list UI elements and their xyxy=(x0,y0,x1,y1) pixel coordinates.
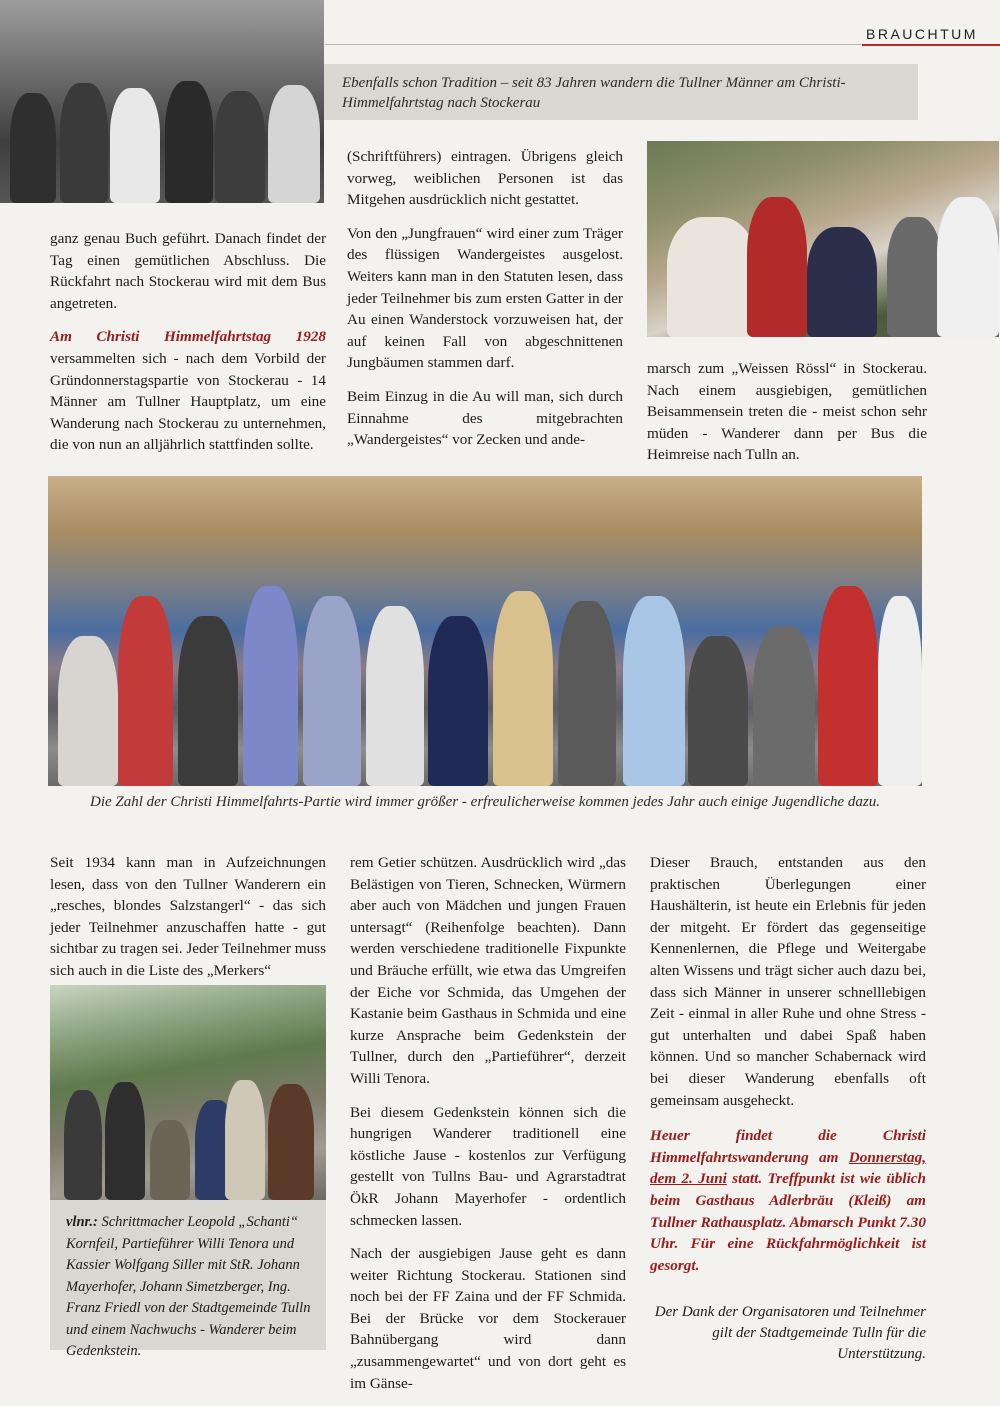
memorial-stone-photo xyxy=(50,985,326,1200)
stone-photo-caption xyxy=(50,1200,326,1359)
section-accent-bar xyxy=(862,44,1000,46)
section-title: BRAUCHTUM xyxy=(866,26,978,42)
paragraph: Von den „Jungfrauen“ wird einer zum Träger des flüssigen Wandergeistes ausgelost. Weiters kann man in den Statuten lesen, dass jeder Teilnehmer bis zum ersten Gatter in der Au einen Wanderstock vorzuweisen hat, der auf keinen Fall von abgeschnittenen Jungbäumen stammen darf. xyxy=(347,224,623,372)
paragraph: Beim Einzug in die Au will man, sich durch Einnahme des mitgebrachten „Wandergeistes“ vor Zecken und ande- xyxy=(347,387,623,449)
column-1-top xyxy=(50,228,326,468)
highlight-date: Am Christi Himmelfahrtstag 1928 xyxy=(50,328,326,346)
caption-lead: vlnr.: xyxy=(66,1214,98,1230)
paragraph: rem Getier schützen. Ausdrücklich wird „das Belästigen von Tieren, Schnecken, Würmern aber auch von Mädchen und jungen Frauen untersagt“ (Reihenfolge beachten). Dann werden verschiedene traditionelle Fixpunkte und Bräuche erfüllt, wie etwa das Umgreifen der Eiche vor Schmida, das Umgehen der Kastanie beim Gasthaus in Schmida und eine kurze Ansprache beim Gedenkstein der Tullner, durch den „Partieführer“, derzeit Willi Tenora. xyxy=(350,854,626,1087)
paragraph-rest: versammelten sich - nach dem Vorbild der Gründonnerstagspartie von Stockerau - 14 Männer am Tullner Hauptplatz, um eine Wanderung nach Stockerau zu unternehmen, die von nun an alljährlich stattfinden sollte. xyxy=(50,349,326,454)
announcement-part: Heuer findet die Christi Himmelfahrtswanderung am xyxy=(650,1127,926,1166)
paragraph: Bei diesem Gedenkstein können sich die hungrigen Wanderer traditionell eine köstliche Jause - kostenlos zur Verfügung gestellt von Tullns Bau- und Agrarstadtrat ÖkR Johann Mayerhofer - ordentlich schmecken lassen. xyxy=(350,1103,626,1229)
column-2-bottom xyxy=(350,852,626,1406)
dinner-table-photo xyxy=(647,141,999,337)
column-2-top xyxy=(347,146,623,463)
column-3-bottom xyxy=(650,852,926,1288)
paragraph: (Schriftführers) eintragen. Übrigens gleich vorweg, weiblichen Personen ist das Mitgehen ausdrücklich nicht gestattet. xyxy=(347,148,623,209)
top-photo-caption-text: Ebenfalls schon Tradition – seit 83 Jahren wandern die Tullner Männer am Christi- Himmelfahrtstag nach Stockerau xyxy=(342,75,846,111)
announcement-date: Donnerstag, dem 2. Juni xyxy=(650,1148,926,1188)
announcement-part: statt. Treffpunkt ist wie üblich beim Gasthaus Adlerbräu (Kleiß) am Tullner Rathausplatz. Abmarsch Punkt 7.30 Uhr. Für eine Rückfahrmöglichkeit ist gesorgt. xyxy=(650,1170,926,1274)
paragraph: Seit 1934 kann man in Aufzeichnungen lesen, dass von den Tullner Wanderern ein „resches, blondes Salzstangerl“ - das sich jeder Teilnehmer anzuschaffen hatte - gut sichtbar zu tragen sei. Jeder Teilnehmer muss sich auch in die Liste des „Merkers“ xyxy=(50,854,326,979)
group-photo-caption: Die Zahl der Christi Himmelfahrts-Partie wird immer größer - erfreulicherweise kommen jedes Jahr auch einige Jugendliche dazu. xyxy=(89,794,880,810)
top-photo-caption xyxy=(324,64,918,120)
column-3-top xyxy=(647,358,927,478)
paragraph: Dieser Brauch, entstanden aus den praktischen Überlegungen einer Haushälterin, ist heute ein Erlebnis für jeden der mitgeht. Er fördert das gegenseitige Kennenlernen, die Pflege und Weitergabe alten Wissens und trägt sicher auch dazu bei, dass sich Männer in unserer schnelllebigen Zeit - einmal in aller Ruhe und ohne Stress - gut unterhalten und dabei Spaß haben können. Und so mancher Schabernack wird bei dieser Wanderung ebenfalls oft gemeinsam ausgeheckt. xyxy=(650,854,926,1109)
header-rule xyxy=(325,44,862,45)
historic-group-photo xyxy=(0,0,324,203)
paragraph xyxy=(50,326,326,456)
paragraph: Nach der ausgiebigen Jause geht es dann weiter Richtung Stockerau. Stationen sind noch bei der FF Zaina und der FF Schmida. Bei der Brücke vor dem Stockerauer Bahnübergang wird dann „zusammengewartet“ und von dort geht es im Gänse- xyxy=(350,1245,626,1392)
paragraph: ganz genau Buch geführt. Danach findet der Tag einen gemütlichen Abschluss. Die Rückfahrt nach Stockerau wird mit dem Bus angetreten. xyxy=(50,230,326,312)
announcement xyxy=(650,1125,926,1276)
column-1-bottom xyxy=(50,852,326,994)
group-hike-photo xyxy=(48,476,922,786)
paragraph: marsch zum „Weissen Rössl“ in Stockerau. Nach einem ausgiebigen, gemütlichen Beisammensein treten die - meist schon sehr müden - Wanderer dann per Bus die Heimreise nach Tulln an. xyxy=(647,360,927,464)
caption-text: Schrittmacher Leopold „Schanti“ Kornfeil, Partieführer Willi Tenora und Kassier Wolfgang Siller mit StR. Johann Mayerhofer, Johann Simetzberger, Ing. Franz Friedl von der Stadtgemeinde Tulln und einem Nachwuchs - Wanderer beim Gedenkstein. xyxy=(66,1214,311,1359)
thanks-note: Der Dank der Organisatoren und Teilnehmer gilt der Stadtgemeinde Tulln für die Unterstützung. xyxy=(654,1304,926,1362)
